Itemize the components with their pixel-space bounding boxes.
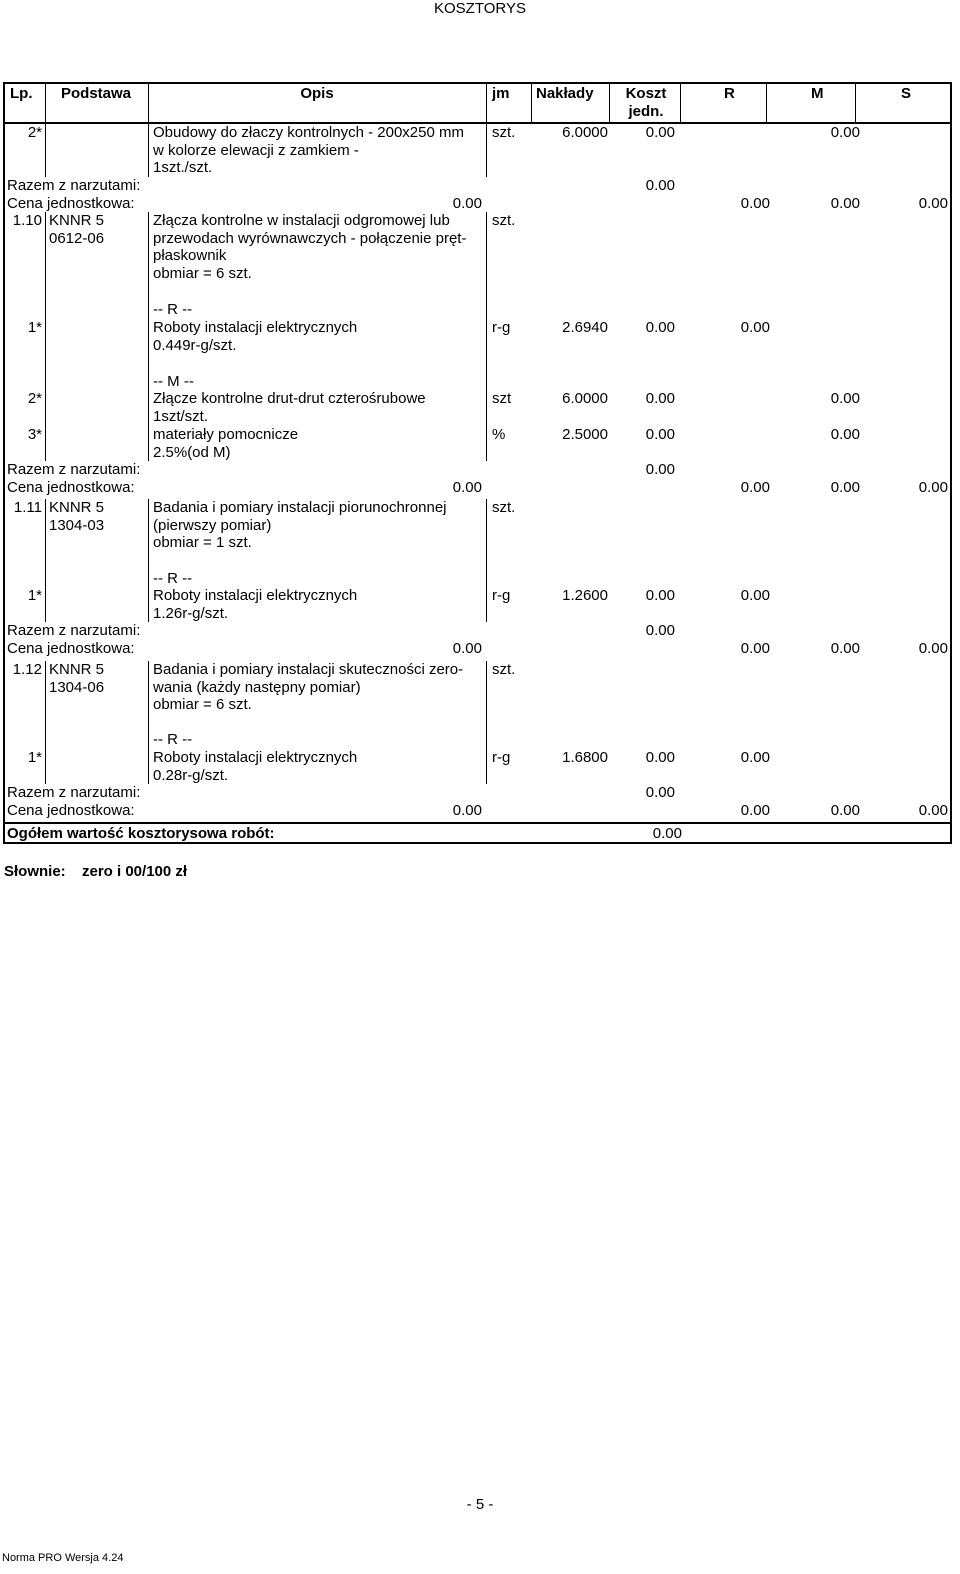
resource-naklady: 1.6800 [562,749,608,766]
header-jm: jm [492,85,510,102]
header-m: M [811,85,824,102]
resource-m: 0.00 [830,390,860,407]
grid-line [531,84,532,124]
position-unit: szt. [492,212,516,229]
cena-s: 0.00 [918,640,948,657]
resource-koszt: 0.00 [645,749,675,766]
grid-line [609,84,610,124]
resource-lp: 1* [27,319,42,336]
header-r: R [724,85,735,102]
razem-value: 0.00 [645,622,675,639]
cena-m: 0.00 [830,802,860,819]
position-podstawa: 0612-06 [49,229,105,247]
position-lp: 1.12 [12,661,42,678]
resource-r: 0.00 [740,319,770,336]
resource-koszt: 0.00 [645,390,675,407]
position-description: obmiar = 6 szt. [153,696,252,713]
resource-description: Roboty instalacji elektrycznych [153,319,358,336]
resource-unit: % [492,426,506,443]
resource-r: 0.00 [740,749,770,766]
header-podstawa: Podstawa [61,85,132,102]
position-podstawa: KNNR 5 [49,499,105,516]
section-label: -- R -- [153,731,193,748]
cena-r: 0.00 [740,195,770,212]
grid-line [486,661,487,784]
resource-naklady: 6.0000 [562,124,608,141]
resource-description: Roboty instalacji elektrycznych [153,587,358,604]
header-s: S [901,85,912,102]
header-lp: Lp. [10,85,33,102]
grid-line [3,822,952,824]
section-label: -- R -- [153,570,193,587]
razem-value: 0.00 [645,177,675,194]
grid-line [855,84,856,124]
position-unit: szt. [492,661,516,678]
cena-m: 0.00 [830,479,860,496]
resource-unit: szt [492,390,512,407]
cena-s: 0.00 [918,195,948,212]
position-description: (pierwszy pomiar) [153,516,272,534]
cena-label: Cena jednostkowa: [7,479,135,496]
resource-koszt: 0.00 [645,587,675,604]
grid-line [45,84,46,124]
resource-unit: r-g [492,319,511,336]
resource-description: 0.28r-g/szt. [153,766,229,784]
position-podstawa: 1304-06 [49,678,105,696]
grid-line [486,499,487,622]
grid-line [486,124,487,177]
position-unit: szt. [492,499,516,516]
section-label: -- R -- [153,301,193,318]
resource-koszt: 0.00 [645,319,675,336]
position-description: Złącza kontrolne w instalacji odgromowej lub [153,212,450,229]
position-description: obmiar = 1 szt. [153,534,252,551]
resource-description: 2.5%(od M) [153,443,231,461]
grid-line [680,84,681,124]
cena-r: 0.00 [740,479,770,496]
resource-lp: 2* [27,390,42,407]
resource-koszt: 0.00 [645,124,675,141]
total-label: Ogółem wartość kosztorysowa robót: [7,825,275,842]
resource-r: 0.00 [740,587,770,604]
cena-value: 0.00 [452,802,482,819]
position-lp: 1.10 [12,212,42,229]
resource-description: Roboty instalacji elektrycznych [153,749,358,766]
cena-value: 0.00 [452,640,482,657]
resource-description: materiały pomocnicze [153,426,299,443]
header-koszt-jedn: jedn. [628,103,664,120]
grid-line [148,84,149,124]
position-description: Badania i pomiary instalacji skuteczności zero- [153,661,464,678]
resource-naklady: 2.6940 [562,319,608,336]
cena-value: 0.00 [452,479,482,496]
slownie-value: zero i 00/100 zł [82,863,188,880]
position-description: przewodach wyrównawczych - połączenie pręt- [153,229,467,247]
slownie-label: Słownie: [4,863,66,880]
resource-unit: szt. [492,124,516,141]
razem-value: 0.00 [645,784,675,801]
resource-naklady: 6.0000 [562,390,608,407]
section-label: -- M -- [153,373,194,390]
position-description: wania (każdy następny pomiar) [153,678,361,696]
resource-unit: r-g [492,587,511,604]
software-version: Norma PRO Wersja 4.24 [2,1552,124,1564]
resource-lp: 3* [27,426,42,443]
header-opis: Opis [300,85,334,102]
cena-s: 0.00 [918,479,948,496]
razem-label: Razem z narzutami: [7,461,141,478]
cena-r: 0.00 [740,802,770,819]
grid-line [486,212,487,461]
razem-label: Razem z narzutami: [7,784,141,801]
resource-m: 0.00 [830,426,860,443]
grid-line [45,661,46,784]
razem-value: 0.00 [645,461,675,478]
position-podstawa: KNNR 5 [49,661,105,678]
cena-label: Cena jednostkowa: [7,195,135,212]
header-koszt: Koszt [625,85,667,102]
resource-description: w kolorze elewacji z zamkiem - [153,141,359,159]
resource-naklady: 1.2600 [562,587,608,604]
position-podstawa: 1304-03 [49,516,105,534]
grid-line [45,124,46,177]
cena-s: 0.00 [918,802,948,819]
grid-line [148,661,149,784]
resource-description: 1.26r-g/szt. [153,604,229,622]
razem-label: Razem z narzutami: [7,177,141,194]
position-description: płaskownik [153,247,227,264]
resource-naklady: 2.5000 [562,426,608,443]
resource-description: 1szt/szt. [153,407,209,425]
resource-lp: 1* [27,749,42,766]
cena-r: 0.00 [740,640,770,657]
grid-line [486,84,487,124]
cena-label: Cena jednostkowa: [7,802,135,819]
resource-description: 1szt./szt. [153,159,213,176]
cena-m: 0.00 [830,195,860,212]
resource-m: 0.00 [830,124,860,141]
resource-koszt: 0.00 [645,426,675,443]
position-description: obmiar = 6 szt. [153,264,252,282]
grid-line [148,499,149,622]
grid-line [148,124,149,177]
cena-m: 0.00 [830,640,860,657]
resource-lp: 1* [27,587,42,604]
grid-line [45,212,46,461]
position-podstawa: KNNR 5 [49,212,105,229]
grid-line [148,212,149,461]
resource-description: 0.449r-g/szt. [153,336,237,354]
cena-label: Cena jednostkowa: [7,640,135,657]
grid-line [766,84,767,124]
resource-lp: 2* [27,124,42,141]
resource-unit: r-g [492,749,511,766]
razem-label: Razem z narzutami: [7,622,141,639]
cena-value: 0.00 [452,195,482,212]
grid-line [45,499,46,622]
page-number: - 5 - [466,1496,494,1513]
resource-description: Obudowy do złaczy kontrolnych - 200x250 mm [153,124,464,141]
resource-description: Złącze kontrolne drut-drut czterośrubowe [153,390,426,407]
page-title: KOSZTORYS [434,0,526,17]
header-naklady: Nakłady [536,85,594,102]
position-description: Badania i pomiary instalacji piorunochronnej [153,499,447,516]
total-value: 0.00 [652,825,682,842]
position-lp: 1.11 [13,499,42,516]
